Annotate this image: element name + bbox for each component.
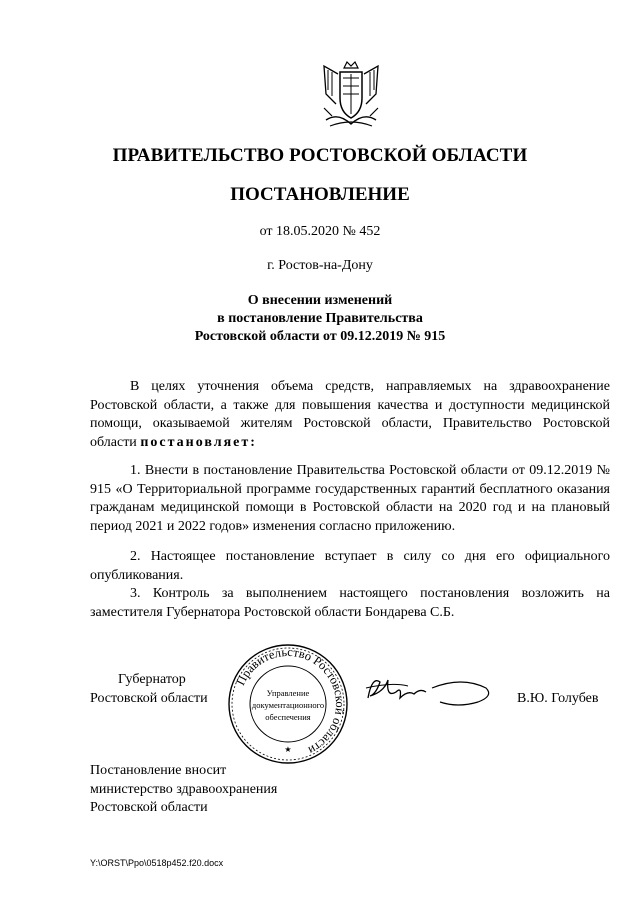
submitted-by-line-1: Постановление вносит xyxy=(90,763,227,778)
document-type: ПОСТАНОВЛЕНИЕ xyxy=(230,184,410,205)
file-path-footer: Y:\ORST\Ppo\0518p452.f20.docx xyxy=(90,858,224,868)
signer-name: В.Ю. Голубев xyxy=(517,691,599,706)
document-date-number: от 18.05.2020 № 452 xyxy=(259,224,381,239)
seal-star-icon: ★ xyxy=(284,745,292,754)
signer-position-line-2: Ростовской области xyxy=(90,691,208,706)
subject-line-3: Ростовской области от 09.12.2019 № 915 xyxy=(194,329,446,344)
resolves-word: постановляет: xyxy=(140,434,257,450)
seal-outer-text: Правительство Ростовской области xyxy=(233,644,348,758)
submitted-by-line-3: Ростовской области xyxy=(90,800,208,815)
resolution-item-1: 1. Внести в постановление Правительства Ростовской области от 09.12.2019 № 915 «О Территориальной программе государственных гарантий бесплатного оказания гражданам медицинской помощи в Ростовской области на 2020 год и на плановый период 2021 и 2022 годов» изменения согласно приложению. xyxy=(90,463,610,534)
resolution-item-3: 3. Контроль за выполнением настоящего постановления возложить на заместителя Губернатора Ростовской области Бондарева С.Б. xyxy=(90,586,610,620)
resolution-item-2: 2. Настоящее постановление вступает в силу со дня его официального опубликования. xyxy=(90,549,610,583)
preamble-paragraph xyxy=(90,378,610,452)
handwritten-signature xyxy=(362,668,497,713)
coat-of-arms-icon xyxy=(318,60,384,132)
subject-line-2: в постановление Правительства xyxy=(217,311,423,326)
signer-position-line-1: Губернатор xyxy=(118,672,186,687)
document-subject xyxy=(0,292,640,346)
submitted-by-block xyxy=(90,762,277,818)
seal-inner-line-2: документационного xyxy=(251,700,325,710)
subject-line-1: О внесении изменений xyxy=(247,293,393,308)
seal-inner-line-1: Управление xyxy=(266,688,310,698)
official-seal-stamp xyxy=(226,642,350,766)
preamble-text: В целях уточнения объема средств, направляемых на здравоохранение Ростовской области, а также для повышения качества и доступности медицинской помощи, оказываемой жителям Ростовской области, Правительство Ростовской области xyxy=(90,379,610,450)
document-city: г. Ростов-на-Дону xyxy=(267,258,373,273)
seal-inner-line-3: обеспечения xyxy=(265,712,311,722)
government-title: ПРАВИТЕЛЬСТВО РОСТОВСКОЙ ОБЛАСТИ xyxy=(112,145,528,166)
submitted-by-line-2: министерство здравоохранения xyxy=(90,781,278,797)
